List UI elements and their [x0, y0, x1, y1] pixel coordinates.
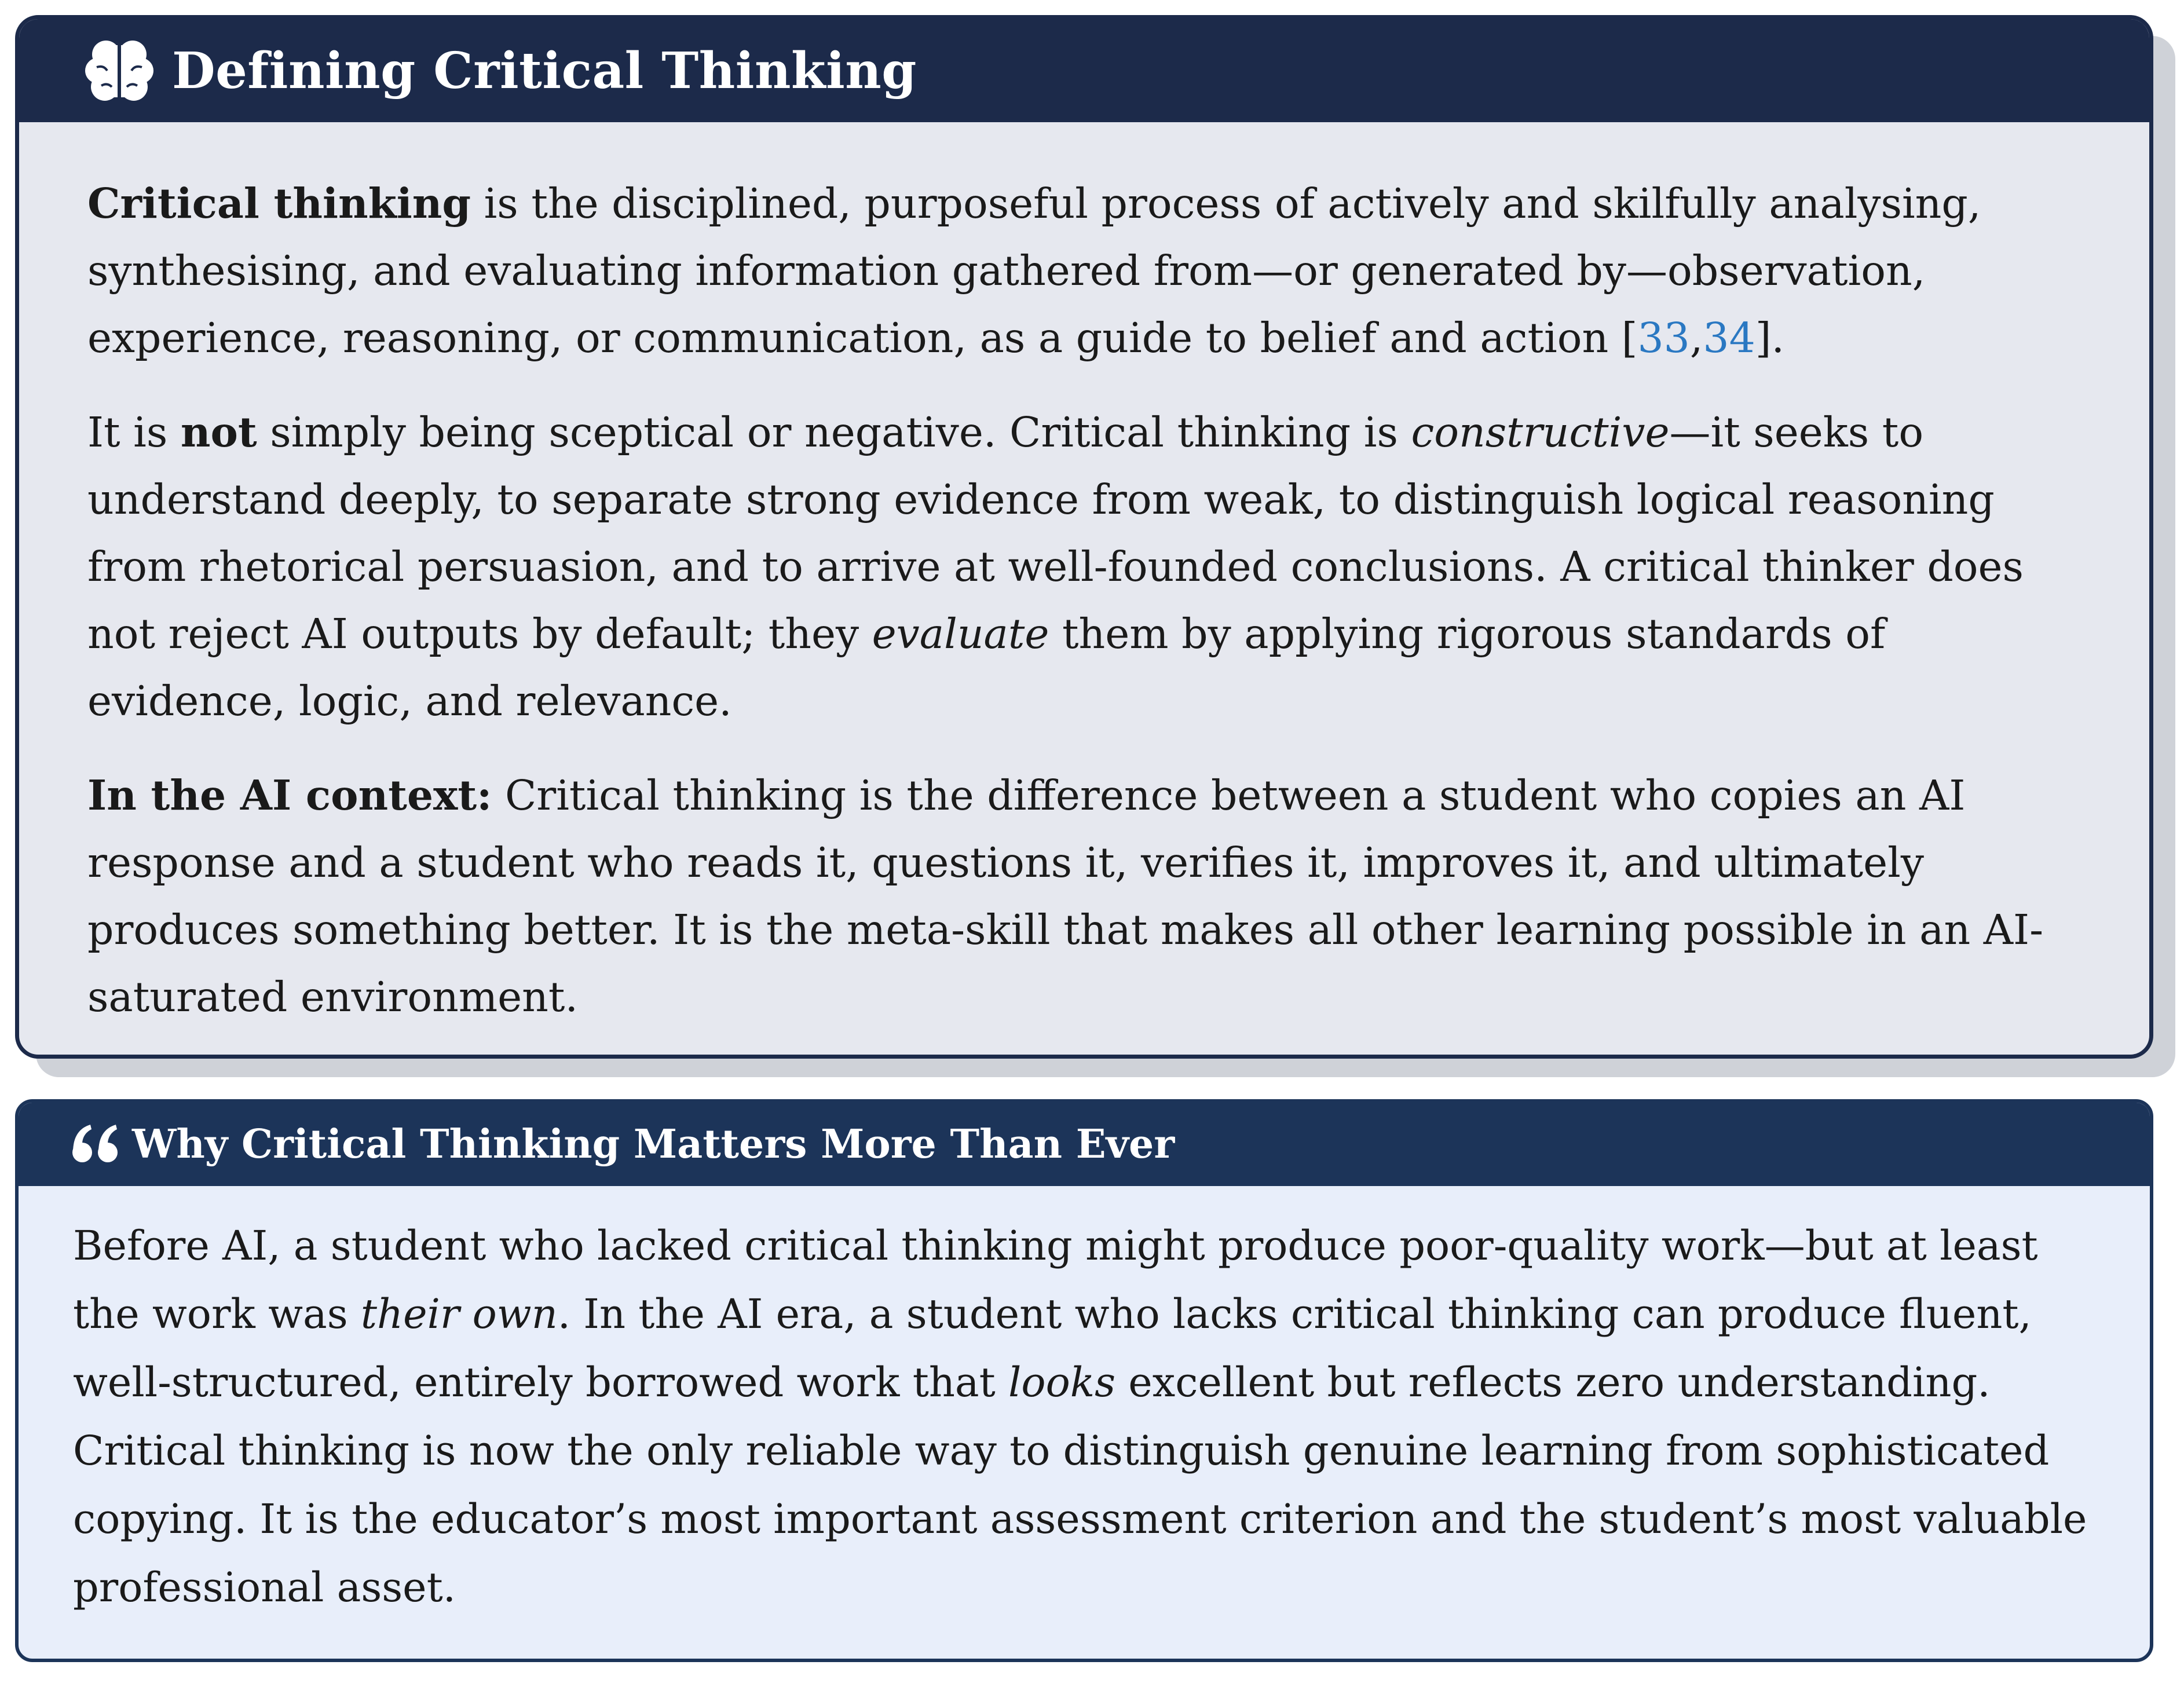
p2-text-c: simply being sceptical or negative. Critical thinking is: [257, 408, 1411, 456]
definition-paragraph: [87, 170, 2068, 372]
why-it-matters-box: [15, 1099, 2153, 1662]
p-text-e: excellent but reflects zero understanding. Critical thinking is now the only reliable way to distinguish genuine learning from sophisticated copying. It is the educator’s most important assessment criterion and the student’s most valuable professional asset.: [73, 1359, 2087, 1611]
p2-text-g: them by applying rigorous standards of evidence, logic, and relevance.: [87, 610, 1886, 725]
definition-text: is the disciplined, purposeful process of actively and skilfully analysing, synthesising, and evaluating information gathered from—or generated by—observation, experience, reasoning, or communication, as a guide to belief and action [: [87, 180, 1981, 362]
p2-text-a: It is: [87, 408, 181, 456]
definition-box-header: [19, 19, 2149, 122]
why-it-matters-paragraph: [73, 1212, 2115, 1622]
why-it-matters-content: [19, 1186, 2150, 1622]
term-critical-thinking: Critical thinking: [87, 179, 471, 228]
emphasis-not: not: [180, 408, 257, 456]
p-text-c: . In the AI era, a student who lacks critical thinking can produce fluent, well-structured, entirely borrowed work that: [73, 1290, 2032, 1406]
emphasis-constructive: constructive: [1411, 408, 1670, 456]
p2-text-e: —it seeks to understand deeply, to separate strong evidence from weak, to distinguish logical reasoning from rhetorical persuasion, and to arrive at well-founded conclusions. A critical thinker does not reject AI outputs by default; they: [87, 408, 2024, 658]
emphasis-looks: looks: [1008, 1359, 1116, 1406]
definition-box-title: Defining Critical Thinking: [172, 41, 917, 100]
emphasis-their-own: their own: [360, 1290, 558, 1338]
ai-context-lead: In the AI context:: [87, 771, 492, 819]
citation-close: ].: [1755, 314, 1785, 362]
why-it-matters-header: [19, 1103, 2150, 1186]
brain-icon: [84, 37, 155, 104]
definition-box-content: [19, 122, 2149, 1031]
emphasis-evaluate: evaluate: [872, 610, 1049, 658]
citation-link-34[interactable]: 34: [1703, 314, 1755, 362]
why-it-matters-title: Why Critical Thinking Matters More Than Ever: [132, 1121, 1175, 1168]
quote-icon: [72, 1124, 119, 1165]
ai-context-text: Critical thinking is the difference between a student who copies an AI response and a student who reads it, questions it, verifies it, improves it, and ultimately produces something better. It is the meta-skill that makes all other learning possible in an AI-saturated environment.: [87, 771, 2044, 1021]
citation-link-33[interactable]: 33: [1637, 314, 1690, 362]
ai-context-paragraph: [87, 762, 2068, 1031]
p-text-a: Before AI, a student who lacked critical thinking might produce poor-quality work—but at least the work was: [73, 1222, 2038, 1338]
constructive-paragraph: [87, 398, 2068, 735]
definition-box: [15, 15, 2153, 1059]
citation-separator: ,: [1689, 314, 1703, 362]
